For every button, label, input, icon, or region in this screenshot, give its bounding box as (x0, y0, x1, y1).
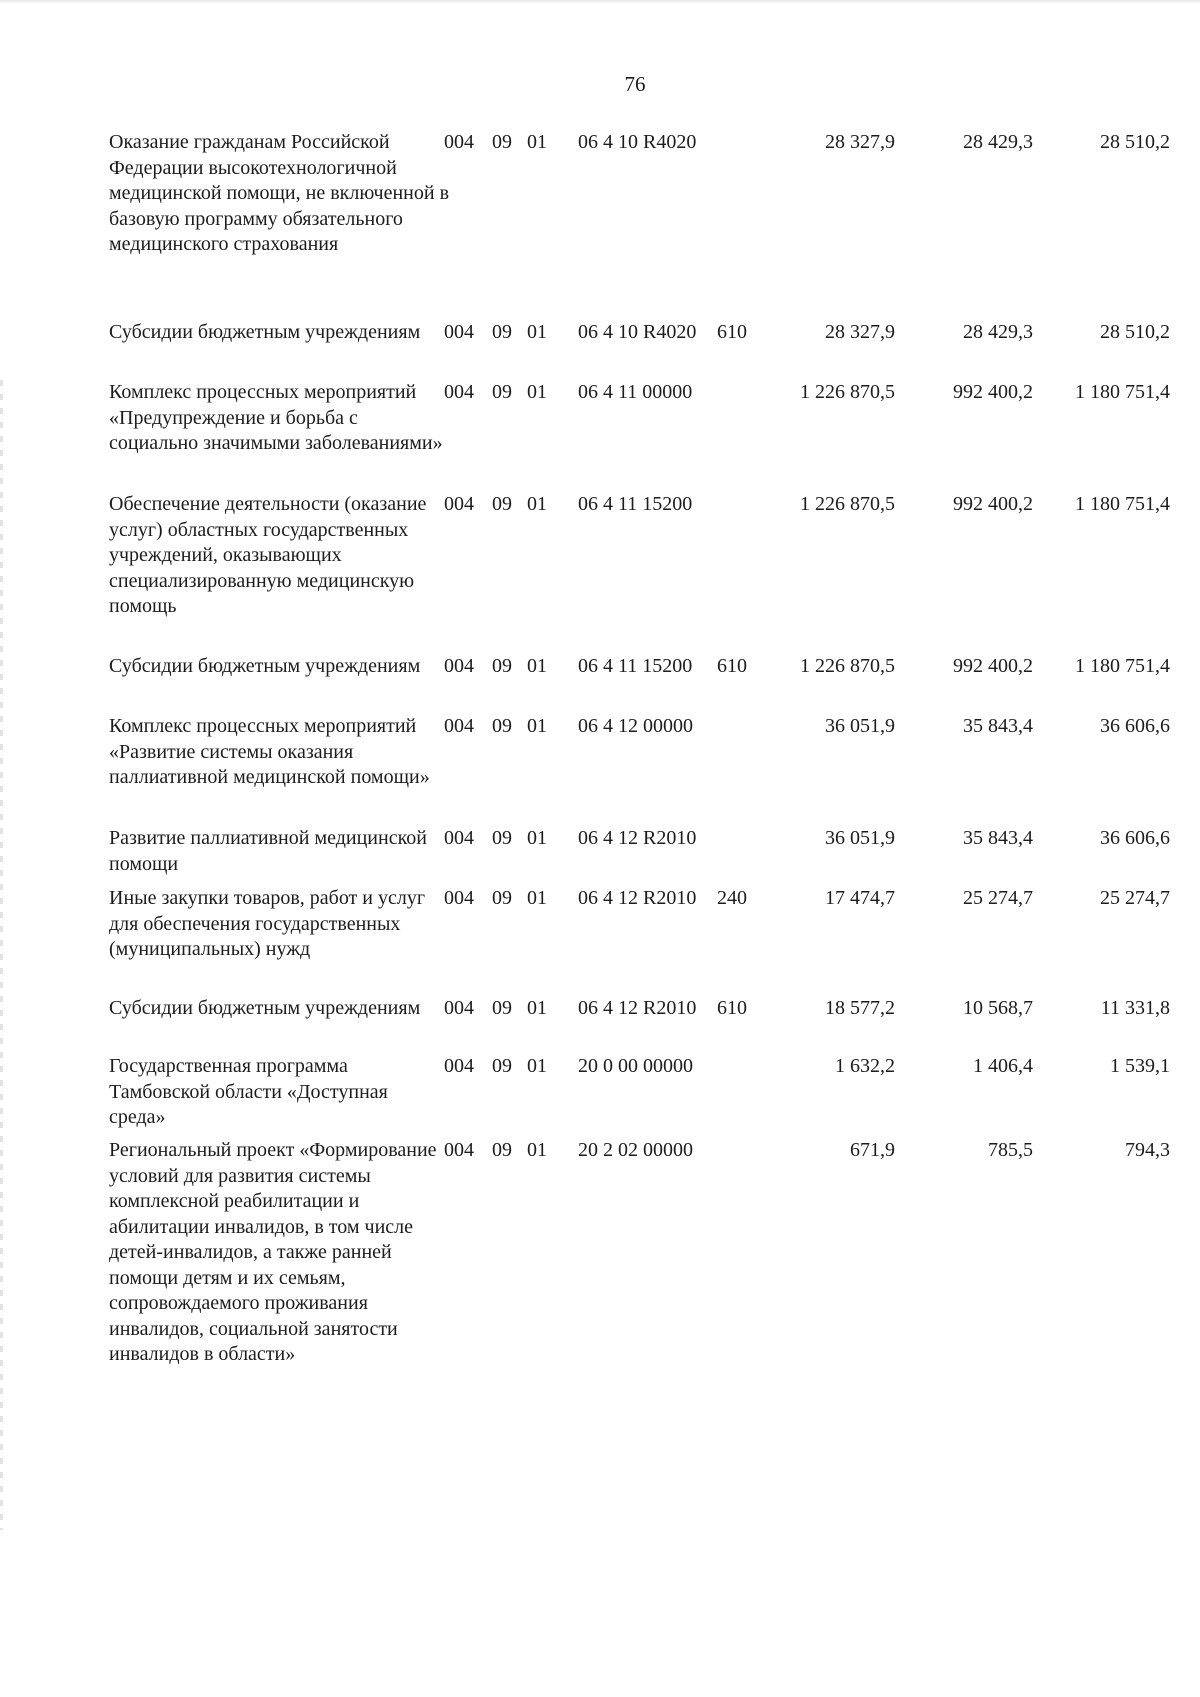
subsection-code: 01 (527, 381, 547, 403)
amount-year-1: 1 226 870,5 (800, 493, 895, 515)
admin-code: 004 (444, 827, 474, 849)
target-article-code: 06 4 12 R2010 (578, 827, 697, 849)
amount-year-3: 794,3 (1125, 1139, 1170, 1161)
section-code: 09 (492, 715, 512, 737)
admin-code: 004 (444, 1055, 474, 1077)
row-name: Развитие паллиативной медицинской помощи (109, 827, 427, 875)
amount-year-1: 28 327,9 (825, 321, 895, 343)
row-name: Субсидии бюджетным учреждениям (109, 321, 421, 343)
amount-year-2: 992 400,2 (953, 655, 1033, 677)
row-name: Региональный проект «Формирование условий для развития системы комплексной реабилитации и абилитации инвалидов, в том числе детей-инвалидов, а также ранней помощи детям и их семьям, сопровождаемого проживания инвалидов, социальной занятости инвалидов в области» (109, 1139, 437, 1365)
section-code: 09 (492, 1139, 512, 1161)
row-name: Государственная программа Тамбовской области «Доступная среда» (109, 1055, 388, 1128)
subsection-code: 01 (527, 493, 547, 515)
target-article-code: 06 4 11 00000 (578, 381, 693, 403)
target-article-code: 06 4 10 R4020 (578, 131, 697, 153)
section-code: 09 (492, 887, 512, 909)
expense-type-code: 610 (717, 321, 747, 343)
row-name: Оказание гражданам Российской Федерации высокотехнологичной медицинской помощи, не включенной в базовую программу обязательного медицинского страхования (109, 131, 450, 255)
admin-code: 004 (444, 1139, 474, 1161)
amount-year-2: 25 274,7 (963, 887, 1033, 909)
amount-year-2: 992 400,2 (953, 493, 1033, 515)
page-number: 76 (624, 72, 646, 96)
row-name: Комплекс процессных мероприятий «Предупреждение и борьба с социально значимыми заболеваниями» (109, 381, 443, 454)
amount-year-2: 35 843,4 (963, 715, 1033, 737)
subsection-code: 01 (527, 321, 547, 343)
section-code: 09 (492, 131, 512, 153)
subsection-code: 01 (527, 887, 547, 909)
target-article-code: 06 4 11 15200 (578, 493, 693, 515)
target-article-code: 06 4 12 R2010 (578, 887, 697, 909)
amount-year-2: 35 843,4 (963, 827, 1033, 849)
row-name: Субсидии бюджетным учреждениям (109, 997, 421, 1019)
amount-year-1: 1 632,2 (835, 1055, 895, 1077)
expense-type-code: 240 (717, 887, 747, 909)
amount-year-3: 1 180 751,4 (1075, 493, 1170, 515)
admin-code: 004 (444, 655, 474, 677)
expense-type-code: 610 (717, 655, 747, 677)
admin-code: 004 (444, 887, 474, 909)
amount-year-2: 28 429,3 (963, 321, 1033, 343)
subsection-code: 01 (527, 1055, 547, 1077)
amount-year-2: 785,5 (988, 1139, 1033, 1161)
subsection-code: 01 (527, 715, 547, 737)
section-code: 09 (492, 655, 512, 677)
section-code: 09 (492, 321, 512, 343)
amount-year-3: 11 331,8 (1100, 997, 1170, 1019)
expense-type-code: 610 (717, 997, 747, 1019)
admin-code: 004 (444, 997, 474, 1019)
subsection-code: 01 (527, 131, 547, 153)
amount-year-1: 17 474,7 (825, 887, 895, 909)
amount-year-1: 28 327,9 (825, 131, 895, 153)
target-article-code: 06 4 10 R4020 (578, 321, 697, 343)
amount-year-2: 992 400,2 (953, 381, 1033, 403)
amount-year-3: 28 510,2 (1100, 131, 1170, 153)
section-code: 09 (492, 1055, 512, 1077)
row-name: Комплекс процессных мероприятий «Развитие системы оказания паллиативной медицинской помощи» (109, 715, 430, 788)
row-name: Обеспечение деятельности (оказание услуг) областных государственных учреждений, оказывающих специализированную медицинскую помощь (109, 493, 427, 617)
amount-year-3: 28 510,2 (1100, 321, 1170, 343)
amount-year-2: 28 429,3 (963, 131, 1033, 153)
subsection-code: 01 (527, 997, 547, 1019)
section-code: 09 (492, 997, 512, 1019)
admin-code: 004 (444, 493, 474, 515)
subsection-code: 01 (527, 655, 547, 677)
amount-year-1: 671,9 (850, 1139, 895, 1161)
admin-code: 004 (444, 131, 474, 153)
admin-code: 004 (444, 715, 474, 737)
amount-year-1: 36 051,9 (825, 715, 895, 737)
admin-code: 004 (444, 321, 474, 343)
amount-year-3: 1 180 751,4 (1075, 655, 1170, 677)
amount-year-2: 1 406,4 (973, 1055, 1033, 1077)
amount-year-1: 36 051,9 (825, 827, 895, 849)
amount-year-3: 36 606,6 (1100, 827, 1170, 849)
amount-year-3: 36 606,6 (1100, 715, 1170, 737)
amount-year-2: 10 568,7 (963, 997, 1033, 1019)
amount-year-1: 18 577,2 (825, 997, 895, 1019)
scan-edge-left (0, 380, 3, 1530)
row-name: Субсидии бюджетным учреждениям (109, 655, 421, 677)
subsection-code: 01 (527, 1139, 547, 1161)
amount-year-1: 1 226 870,5 (800, 381, 895, 403)
target-article-code: 06 4 11 15200 (578, 655, 693, 677)
subsection-code: 01 (527, 827, 547, 849)
target-article-code: 06 4 12 R2010 (578, 997, 697, 1019)
scan-edge-top (0, 0, 1200, 4)
amount-year-3: 25 274,7 (1100, 887, 1170, 909)
section-code: 09 (492, 827, 512, 849)
admin-code: 004 (444, 381, 474, 403)
section-code: 09 (492, 493, 512, 515)
amount-year-3: 1 539,1 (1110, 1055, 1170, 1077)
target-article-code: 20 2 02 00000 (578, 1139, 693, 1161)
section-code: 09 (492, 381, 512, 403)
target-article-code: 20 0 00 00000 (578, 1055, 693, 1077)
amount-year-3: 1 180 751,4 (1075, 381, 1170, 403)
target-article-code: 06 4 12 00000 (578, 715, 693, 737)
row-name: Иные закупки товаров, работ и услуг для обеспечения государственных (муниципальных) нужд (109, 887, 426, 960)
amount-year-1: 1 226 870,5 (800, 655, 895, 677)
